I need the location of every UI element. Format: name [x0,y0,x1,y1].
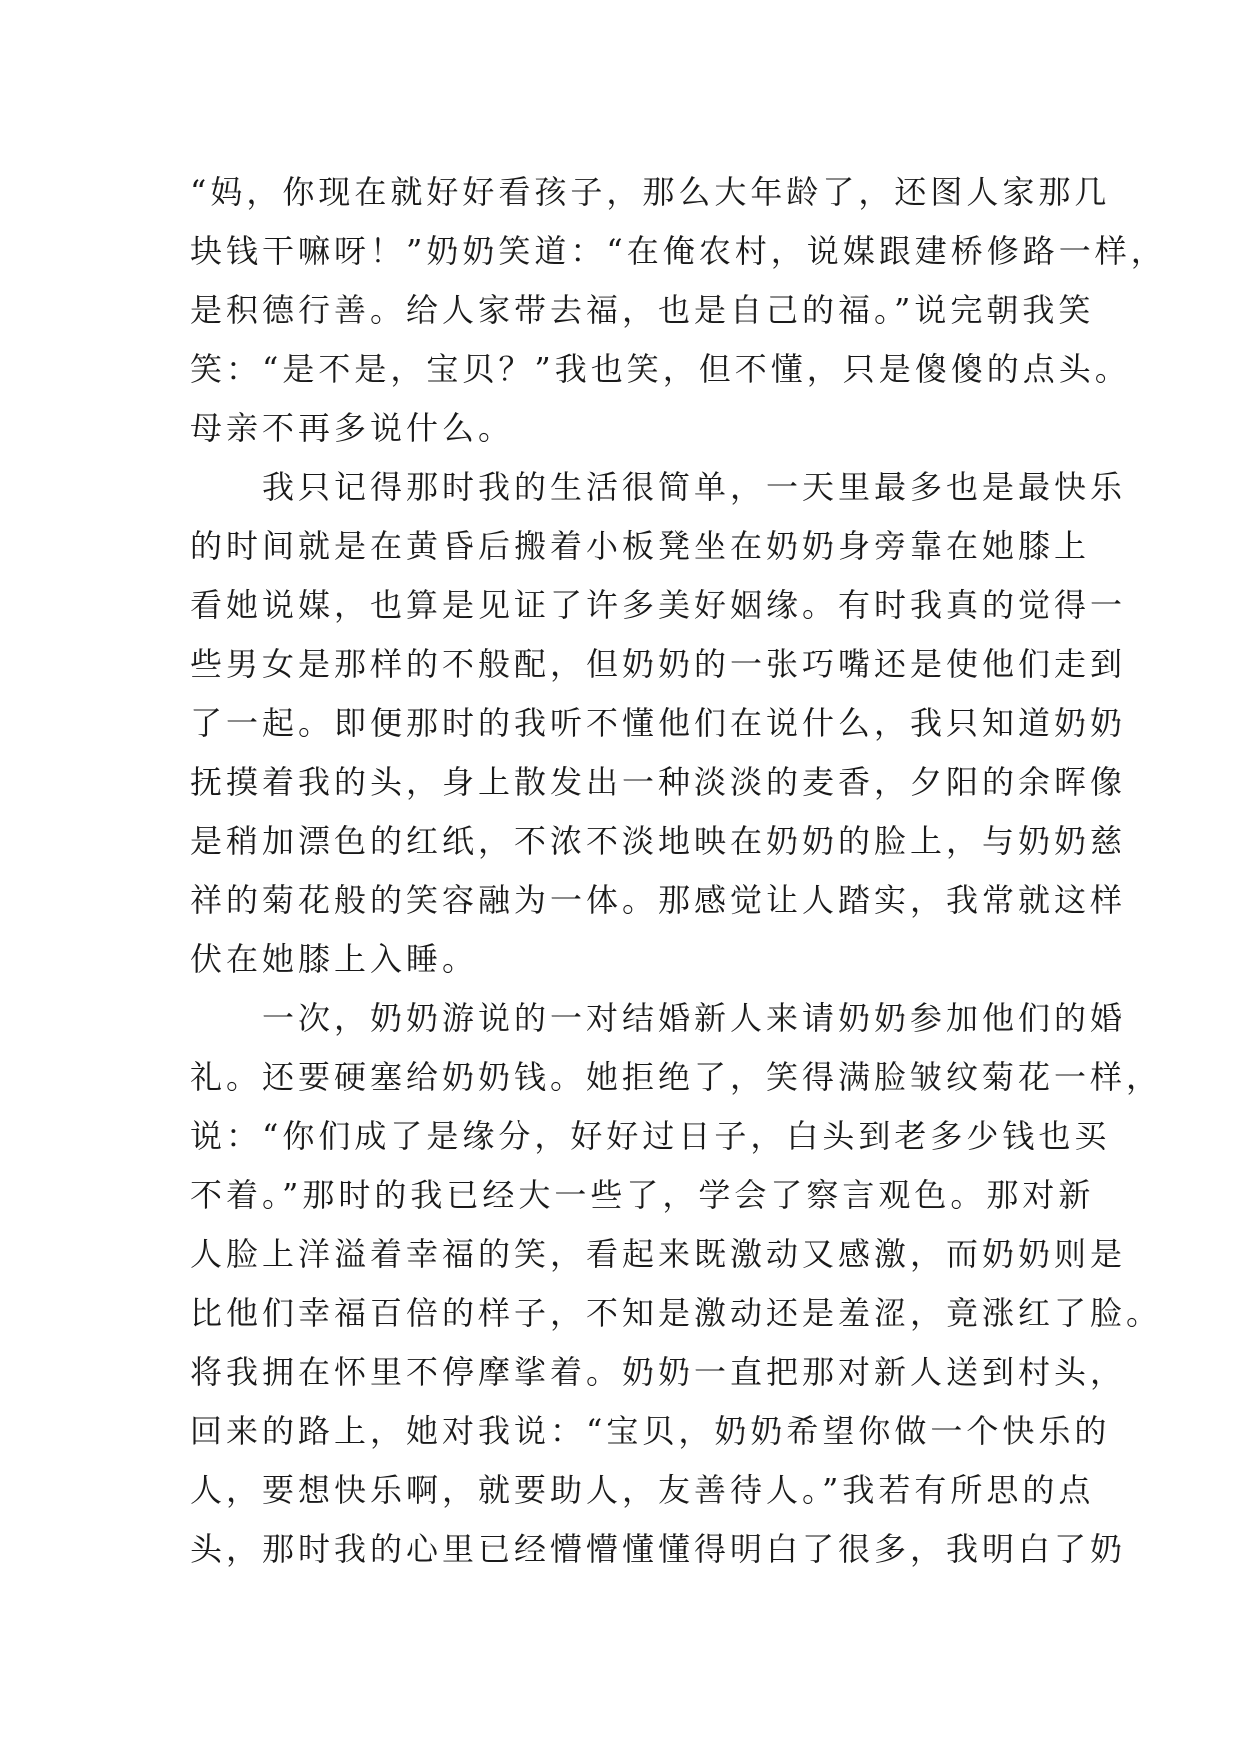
text-line: 是稍加漂色的红纸，不浓不淡地映在奶奶的脸上，与奶奶慈 [190,822,1127,860]
text-line: 伏在她膝上入睡。 [190,940,479,978]
text-line: 礼。还要硬塞给奶奶钱。她拒绝了，笑得满脸皱纹菊花一样， [190,1058,1163,1096]
text-line: 笑：“是不是，宝贝？”我也笑，但不懂，只是傻傻的点头。 [190,350,1131,388]
text-line: 块钱干嘛呀！”奶奶笑道：“在俺农村，说媒跟建桥修路一样， [190,232,1167,270]
text-line: 母亲不再多说什么。 [190,409,515,447]
text-line: 了一起。即便那时的我听不懂他们在说什么，我只知道奶奶 [190,704,1127,742]
text-line: 回来的路上，她对我说：“宝贝，奶奶希望你做一个快乐的 [190,1412,1111,1450]
text-line: 头，那时我的心里已经懵懵懂懂得明白了很多，我明白了奶 [190,1530,1127,1568]
text-line: 看她说媒，也算是见证了许多美好姻缘。有时我真的觉得一 [190,586,1127,624]
text-line: 比他们幸福百倍的样子，不知是激动还是羞涩，竟涨红了脸。 [190,1294,1163,1332]
text-line: 不着。”那时的我已经大一些了，学会了察言观色。那对新 [190,1176,1095,1214]
paragraph-start-line: 我只记得那时我的生活很简单，一天里最多也是最快乐 [262,468,1127,506]
text-line: 的时间就是在黄昏后搬着小板凳坐在奶奶身旁靠在她膝上 [190,527,1091,565]
text-line: 说：“你们成了是缘分，好好过日子，白头到老多少钱也买 [190,1117,1111,1155]
text-line: 将我拥在怀里不停摩挲着。奶奶一直把那对新人送到村头， [190,1353,1127,1391]
text-line: 抚摸着我的头，身上散发出一种淡淡的麦香，夕阳的余晖像 [190,763,1127,801]
text-line: 人，要想快乐啊，就要助人，友善待人。”我若有所思的点 [190,1471,1095,1509]
paragraph-start-line: 一次，奶奶游说的一对结婚新人来请奶奶参加他们的婚 [262,999,1127,1037]
text-line: 些男女是那样的不般配，但奶奶的一张巧嘴还是使他们走到 [190,645,1127,683]
text-line: 是积德行善。给人家带去福，也是自己的福。”说完朝我笑 [190,291,1095,329]
body-text [190,163,1167,1579]
text-line: 人脸上洋溢着幸福的笑，看起来既激动又感激，而奶奶则是 [190,1235,1127,1273]
text-line: 祥的菊花般的笑容融为一体。那感觉让人踏实，我常就这样 [190,881,1127,919]
text-line: “妈，你现在就好好看孩子，那么大年龄了，还图人家那几 [190,173,1111,211]
